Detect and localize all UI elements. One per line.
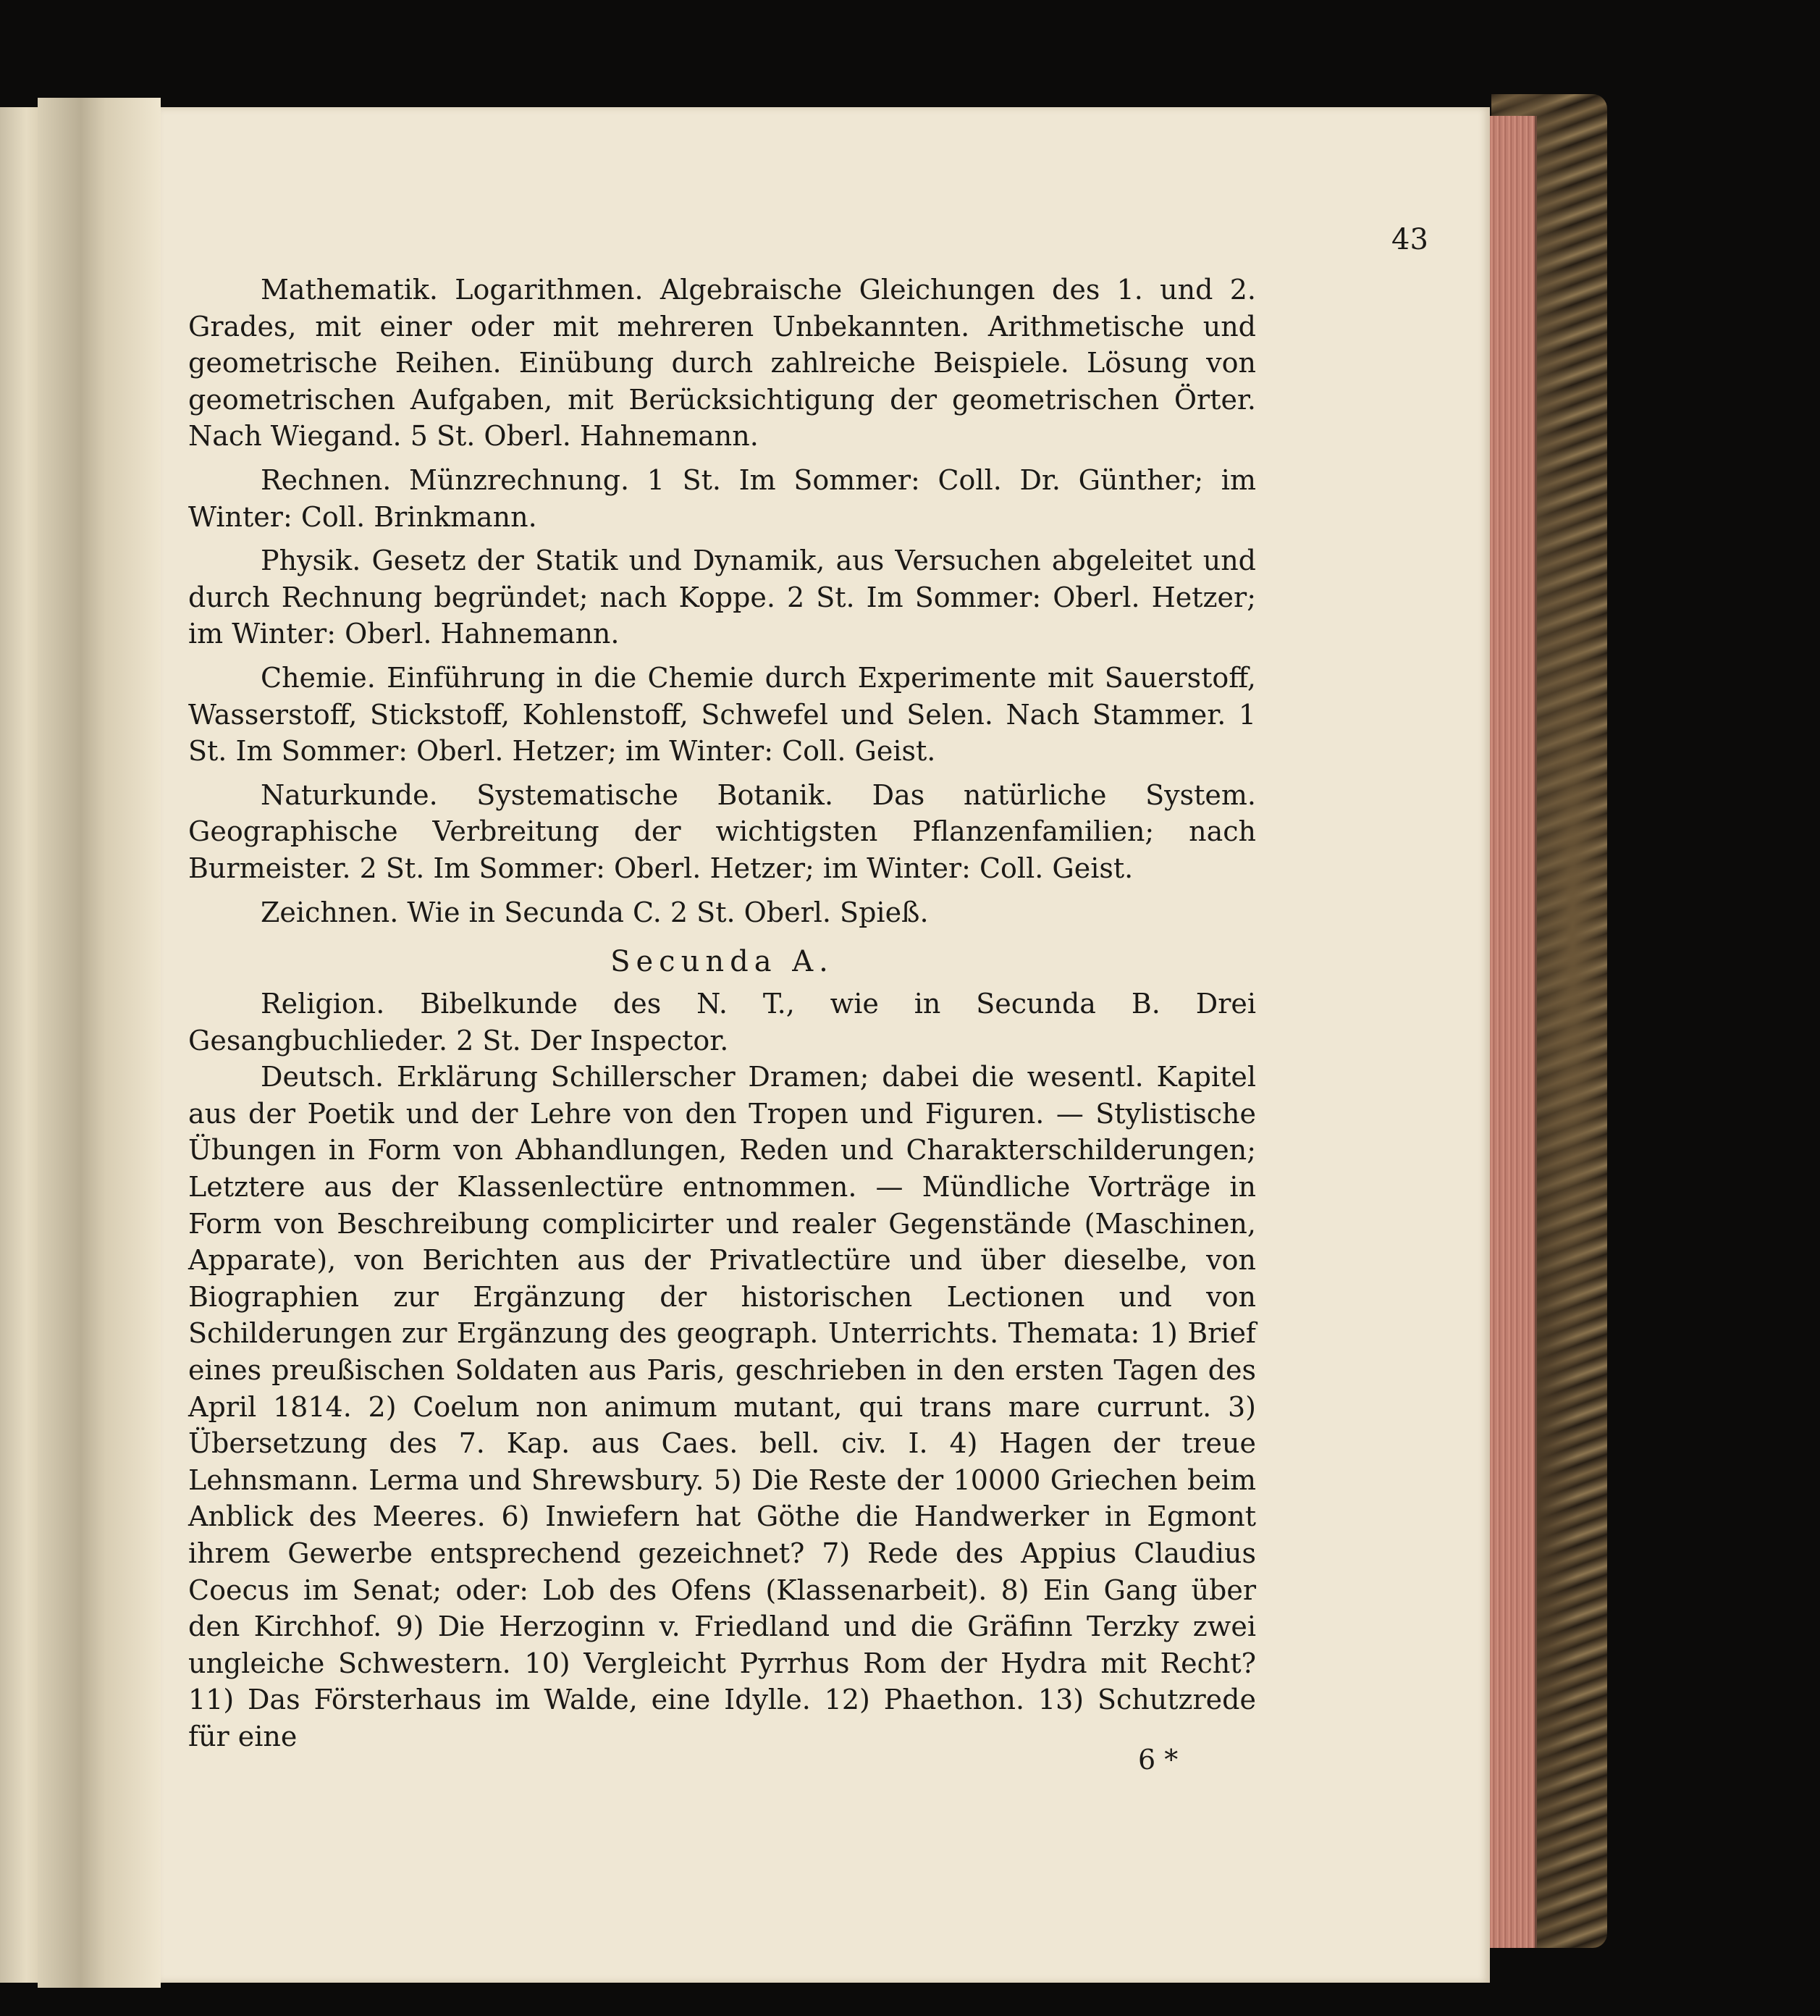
left-page-edge xyxy=(0,107,38,1983)
page-number: 43 xyxy=(1391,223,1428,256)
paragraph-zeichnen: Zeichnen. Wie in Secunda C. 2 St. Oberl. Spieß. xyxy=(261,896,929,928)
paragraph-deutsch: Deutsch. Erklärung Schillerscher Dramen; dabei die wesentl. Kapitel aus der Poetik und der Lehre von den Tropen und Figuren. — Stylistische Übungen in Form von Abhandlungen, Reden und Charakterschilderungen; Letztere aus der Klassenlectüre entnommen. — Mündliche Vorträge in Form von Beschreibung complicirter und realer Gegenstände (Maschinen, Apparate), von Berichten aus der Privatlectüre und über dieselbe, von Biographien zur Ergänzung der historischen Lectionen und von Schilderungen zur Ergänzung des geograph. Unterrichts. Themata: 1) Brief eines preußischen Soldaten aus Paris, geschrieben in den ersten Tagen des April 1814. 2) Coelum non animum mutant, qui trans mare currunt. 3) Übersetzung des 7. Kap. aus Caes. bell. civ. I. 4) Hagen der treue Lehnsmann. Lerma und Shrewsbury. 5) Die Reste der 10000 Griechen beim Anblick des Meeres. 6) Inwiefern hat Göthe die Handwerker in Egmont ihrem Gewerbe entsprechend gezeichnet? 7) Rede des Appius Claudius Coecus im Senat; oder: Lob des Ofens (Klassenarbeit). 8) Ein Gang über den Kirchhof. 9) Die Herzoginn v. Friedland und die Gräfinn Terzky zwei ungleiche Schwestern. 10) Vergleicht Pyrrhus Rom der Hydra mit Recht? 11) Das Försterhaus im Walde, eine Idylle. 12) Phaethon. 13) Schutzrede für eine xyxy=(188,1061,1256,1752)
page-fore-edge xyxy=(1490,116,1537,1948)
paragraph-physik: Physik. Gesetz der Statik und Dynamik, aus Versuchen abgeleitet und durch Rechnung begründet; nach Koppe. 2 St. Im Sommer: Oberl. Hetzer; im Winter: Oberl. Hahnemann. xyxy=(188,545,1256,650)
section-heading: Secunda A. xyxy=(610,945,834,979)
printer-signature: 6 * xyxy=(1138,1744,1179,1776)
paragraph-rechnen: Rechnen. Münzrechnung. 1 St. Im Sommer: Coll. Dr. Günther; im Winter: Coll. Brinkmann. xyxy=(188,463,1256,533)
body-text xyxy=(188,272,1256,1755)
book-gutter xyxy=(38,98,161,1988)
paragraph-naturkunde: Naturkunde. Systematische Botanik. Das natürliche System. Geographische Verbreitung der wichtigsten Pflanzenfamilien; nach Burmeister. 2 St. Im Sommer: Oberl. Hetzer; im Winter: Coll. Geist. xyxy=(188,778,1256,884)
paragraph-chemie: Chemie. Einführung in die Chemie durch Experimente mit Sauerstoff, Wasserstoff, Stickstoff, Kohlenstoff, Schwefel und Selen. Nach Stammer. 1 St. Im Sommer: Oberl. Hetzer; im Winter: Coll. Geist. xyxy=(188,661,1256,768)
paragraph-mathematik: Mathematik. Logarithmen. Algebraische Gleichungen des 1. und 2. Grades, mit einer oder mit mehreren Unbekannten. Arithmetische und geometrische Reihen. Einübung durch zahlreiche Beispiele. Lösung von geometrischen Aufgaben, mit Berücksichtigung der geometrischen Örter. Nach Wiegand. 5 St. Oberl. Hahnemann. xyxy=(188,274,1256,453)
paragraph-religion: Religion. Bibelkunde des N. T., wie in Secunda B. Drei Gesangbuchlieder. 2 St. Der Inspector. xyxy=(188,988,1256,1057)
